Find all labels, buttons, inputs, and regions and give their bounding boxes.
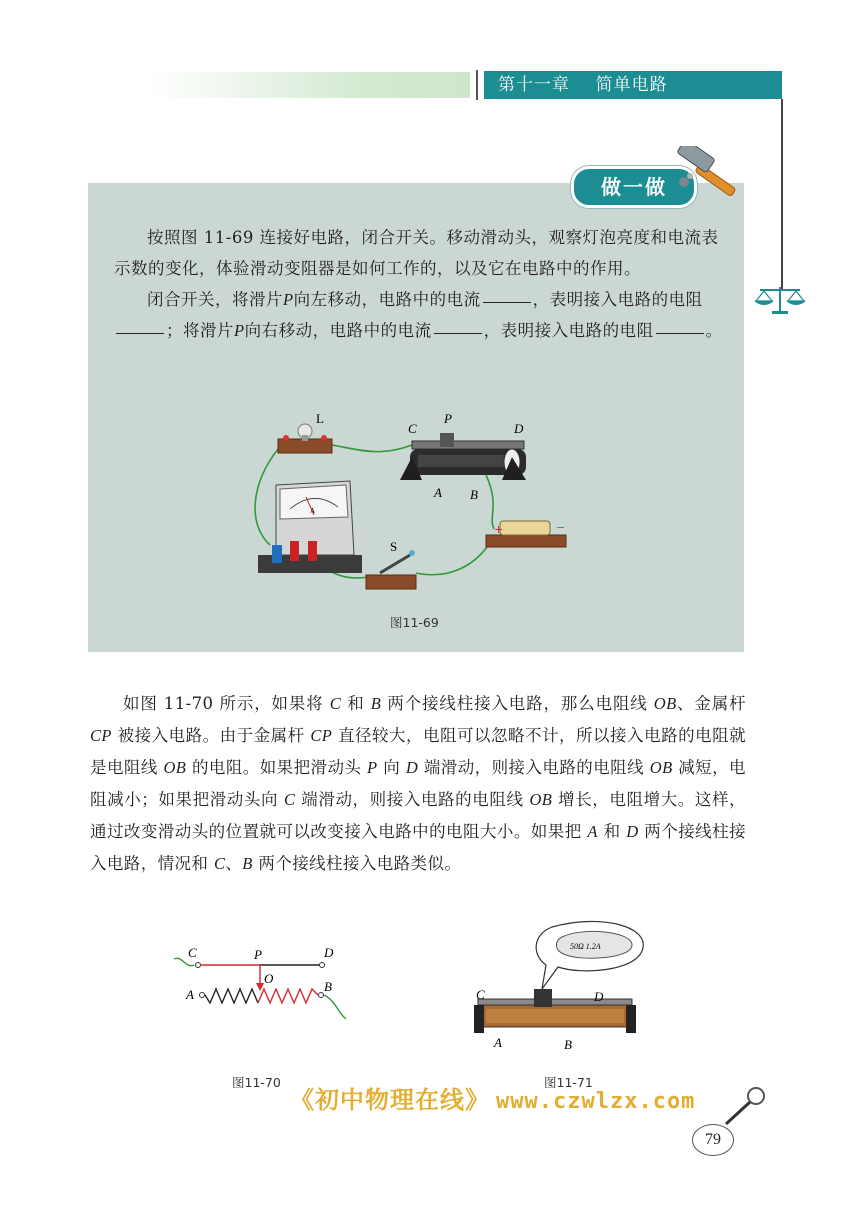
magnifier-icon [720,1080,770,1130]
photo-label-B: B [564,1037,572,1052]
chapter-number: 第十一章 [498,75,570,95]
rheostat-schematic [168,945,358,1025]
meter-label: A [310,507,316,515]
label-A: A [434,485,442,500]
lamp-board [278,411,332,453]
schematic-label-D: D [324,945,334,960]
battery-minus: − [556,521,566,534]
figure-69-caption: 图11-69 [390,615,439,630]
circuit-illustration [250,405,580,605]
balance-scale-icon [752,283,808,317]
ammeter [258,481,362,573]
activity-paragraph-2: 闭合开关，将滑片P向左移动，电路中的电流 ，表明接入电路的电阻；将滑片P向右移动，电路中的电流 ，表明接入电路的电阻 。 [114,284,724,346]
switch [366,539,416,589]
wire [255,449,278,545]
schematic-label-B: B [324,979,332,994]
photo-label-D: D [594,989,604,1004]
schematic-label-A: A [186,987,194,1002]
figure-71-caption: 图11-71 [544,1075,593,1090]
label-C: C [408,421,417,436]
schematic-label-P: P [254,947,262,962]
watermark-name: 《初中物理在线》 [290,1086,490,1114]
activity-paragraph-1: 按照图 11-69 连接好电路，闭合开关。移动滑动头，观察灯泡亮度和电流表示数的变化，体验滑动变阻器是如何工作的，以及它在电路中的作用。 [114,228,719,278]
answer-blank [656,332,704,334]
page-number: 79 [692,1124,734,1156]
schematic-label-C: C [188,945,197,960]
side-rule [781,99,783,289]
hammer-icon [670,146,746,202]
figure-70-caption: 图11-70 [232,1075,281,1090]
answer-blank [116,332,164,334]
battery [486,521,566,547]
wire [416,543,490,575]
label-D: D [514,421,524,436]
photo-label-A: A [494,1035,502,1050]
body-paragraph: 如图 11-70 所示，如果将 C 和 B 两个接线柱接入电路，那么电阻线 OB、金属杆 CP 被接入电路。由于金属杆 CP 直径较大，电阻可以忽略不计，所以接入电路的电阻就是电阻线 OB 的电阻。如果把滑动头 P 向 D 端滑动，则接入电路的电阻线 OB 减短，电阻减小；如果把滑动头向 C 端滑动，则接入电路的电阻线 OB 增长，电阻增大。这样，通过改变滑动头的位置就可以改变接入电路中的电阻大小。如果把 A 和 D 两个接线柱接入电路，情况和 C、B 两个接线柱接入电路类似。 [90,694,747,873]
watermark [290,1080,695,1115]
activity-text [114,222,724,346]
answer-blank [483,301,531,303]
chapter-header [484,71,782,99]
schematic-label-O: O [264,971,274,986]
rheostat [400,411,526,502]
watermark-url: www.czwlzx.com [496,1089,696,1114]
activity-badge: 做一做 [571,166,697,208]
label-L: L [316,411,324,426]
rheostat-photo [462,915,652,1055]
wire [486,475,494,529]
header-separator [476,70,478,100]
answer-blank [434,332,482,334]
label-P: P [444,411,452,426]
chapter-title: 简单电路 [595,75,668,95]
label-S: S [390,539,398,554]
photo-label-C: C [476,987,485,1002]
rating-label: 50Ω 1.2A [570,942,601,951]
header-gradient [150,72,470,98]
battery-plus: + [494,523,504,536]
label-B: B [470,487,478,502]
wire [332,445,412,452]
